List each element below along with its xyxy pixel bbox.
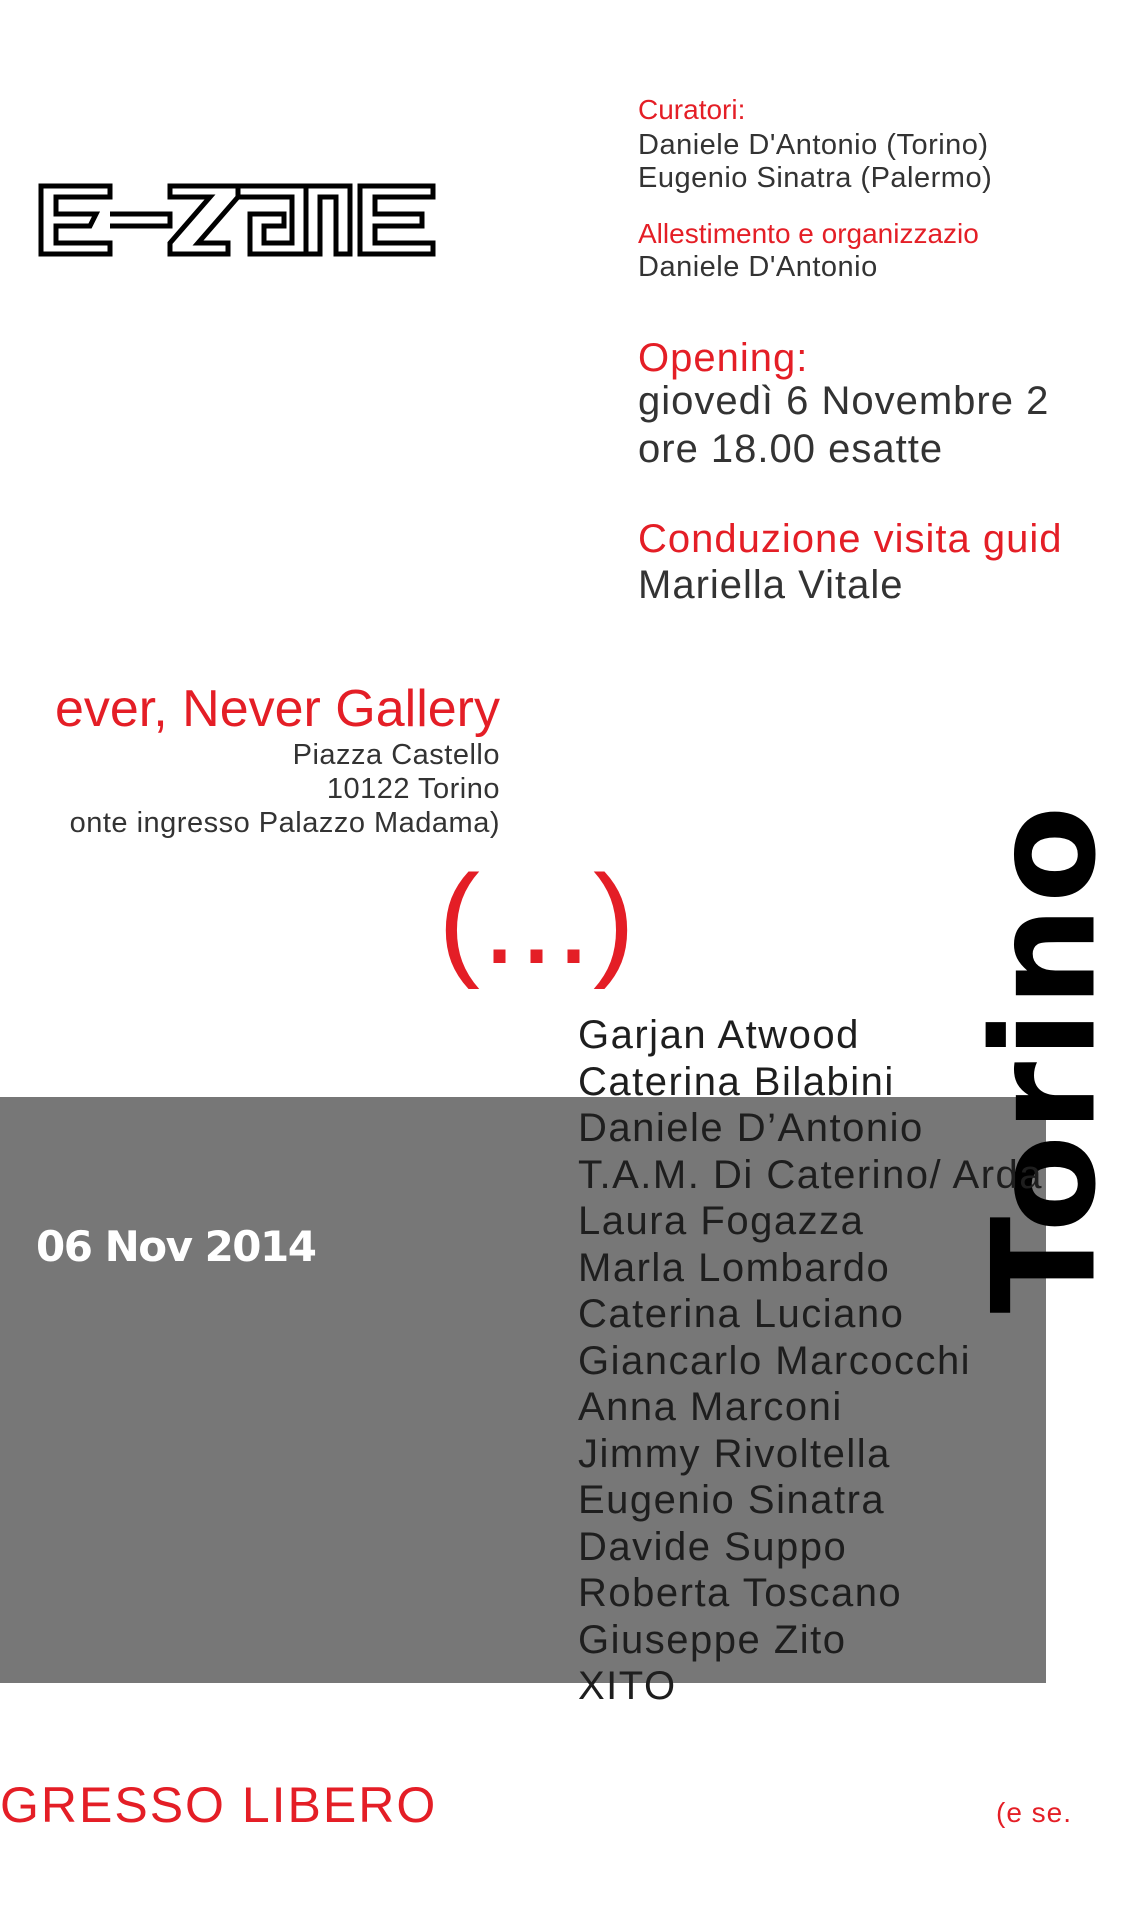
artist-name: Giancarlo Marcocchi [578,1338,972,1383]
gallery-address-line-3: onte ingresso Palazzo Madama) [69,807,500,839]
ezone-logo [38,183,436,257]
guide-value: Mariella Vitale [638,563,904,607]
ellipsis-mark: (...) [438,849,637,990]
artist-name: Anna Marconi [578,1385,843,1429]
opening-label: Opening: [638,336,809,380]
gallery-address-line-2: 10122 Torino [326,773,500,805]
artist-name: Eugenio Sinatra [578,1478,886,1522]
curators-label: Curatori: [638,94,746,125]
artist-name: Laura Fogazza [578,1199,865,1243]
artists-list [578,1012,1043,1710]
gallery-address [55,680,500,840]
artist-name: Giuseppe Zito [578,1617,847,1662]
artist-name: Daniele D’Antonio [578,1106,924,1150]
free-entry-text: GRESSO LIBERO [0,1777,438,1833]
artist-name: Garjan Atwood [578,1013,860,1057]
curator-2: Eugenio Sinatra (Palermo) [638,162,993,194]
artist-name: Davide Suppo [578,1524,848,1569]
event-date: 06 Nov 2014 [36,1222,316,1271]
gallery-address-line-1: Piazza Castello [292,739,500,771]
setup-label: Allestimento e organizzazio [638,218,979,249]
artist-name: Jimmy Rivoltella [578,1431,891,1476]
artist-name: Caterina Bilabini [578,1059,895,1104]
opening-time: ore 18.00 esatte [638,427,944,471]
gallery-name: ever, Never Gallery [54,680,500,738]
artist-name: XITO [578,1664,677,1708]
artist-name: Marla Lombardo [578,1245,891,1290]
setup-value: Daniele D'Antonio [638,251,878,283]
artist-name: Caterina Luciano [578,1292,905,1336]
guide-label: Conduzione visita guid [638,517,1063,561]
artist-name: T.A.M. Di Caterino/ Arda [578,1152,1044,1197]
opening-date: giovedì 6 Novembre 2 [638,379,1050,423]
footer-note: (e se. [996,1797,1073,1828]
city-title: Torino [962,802,1128,1314]
artist-name: Roberta Toscano [578,1571,903,1615]
curator-1: Daniele D'Antonio (Torino) [638,129,989,161]
